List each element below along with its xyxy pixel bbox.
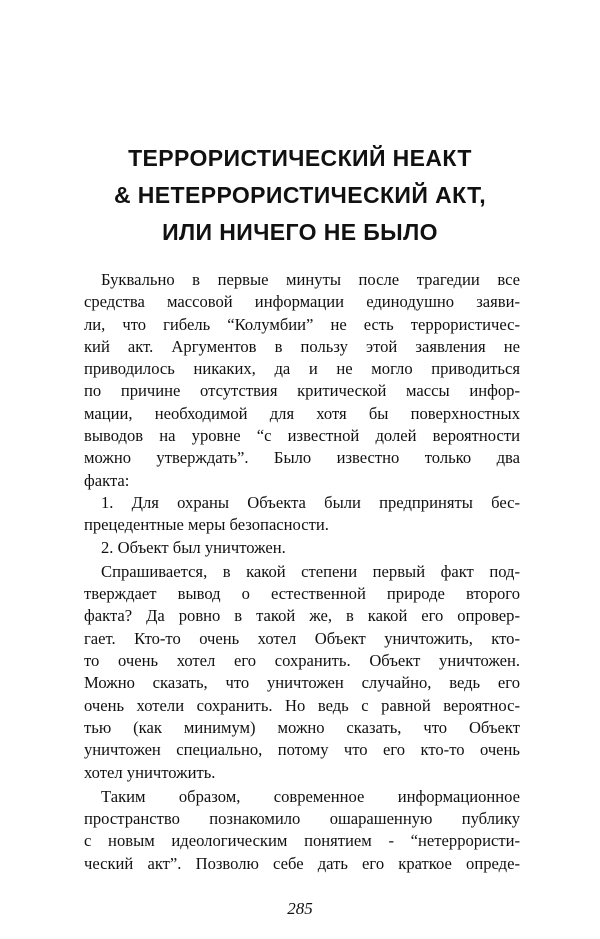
- text-line: очень хотели сохранить. Но ведь с равной вероятнос-: [84, 695, 520, 715]
- chapter-title-line: ТЕРРОРИСТИЧЕСКИЙ НЕАКТ: [128, 145, 472, 171]
- text-line: гает. Кто-то очень хотел Объект уничтожить, кто-: [84, 628, 520, 648]
- text-line: приводилось никаких, да и не могло приводиться: [84, 359, 520, 379]
- text-line: тью (как минимум) можно сказать, что Объект: [84, 717, 520, 737]
- text-line: тверждает вывод о естественной природе второго: [84, 584, 520, 604]
- chapter-title-line: & НЕТЕРРОРИСТИЧЕСКИЙ АКТ,: [113, 182, 487, 208]
- page-number: 285: [287, 899, 313, 918]
- text-line: выводов на уровне “с известной долей вероятности: [84, 426, 520, 446]
- text-line: факта:: [84, 470, 130, 490]
- text-line: кий акт. Аргументов в пользу этой заявления не: [84, 336, 520, 356]
- text-line: мации, необходимой для хотя бы поверхностных: [84, 403, 520, 423]
- text-line: то очень хотел его сохранить. Объект уничтожен.: [84, 651, 520, 671]
- chapter-body: [84, 269, 520, 875]
- text-line: ческий акт”. Позволю себе дать его краткое опреде-: [84, 853, 520, 873]
- numbered-item: [84, 492, 520, 537]
- text-line: ли, что гибель “Колумбии” не есть террористичес-: [84, 314, 520, 334]
- text-line: Буквально в первые минуты после трагедии все: [101, 270, 520, 289]
- text-line: можно утверждать”. Было известно только два: [84, 448, 520, 468]
- paragraph: [84, 561, 520, 784]
- text-line: уничтожен специально, потому что его кто-то очень: [84, 740, 520, 760]
- text-line: по причине отсутствия критической массы инфор-: [84, 381, 520, 401]
- text-line: факта? Да ровно в такой же, в какой его опровер-: [84, 606, 520, 626]
- numbered-item: [84, 537, 520, 559]
- text-line: прецедентные меры безопасности.: [84, 515, 329, 535]
- text-line: средства массовой информации единодушно заяви-: [84, 292, 520, 312]
- chapter-title: [60, 140, 540, 251]
- text-line: Таким образом, современное информационное: [101, 786, 520, 806]
- text-line: 2. Объект был уничтожен.: [101, 537, 286, 557]
- text-line: с новым идеологическим понятием - “нетеррористи-: [84, 831, 520, 851]
- text-line: 1. Для охраны Объекта были предприняты бес-: [101, 492, 520, 512]
- text-line: хотел уничтожить.: [84, 762, 216, 782]
- chapter-title-line: ИЛИ НИЧЕГО НЕ БЫЛО: [162, 219, 438, 245]
- text-line: пространство познакомило ошарашенную публику: [84, 809, 520, 829]
- paragraph: [84, 786, 520, 875]
- text-line: Можно сказать, что уничтожен случайно, ведь его: [84, 673, 520, 693]
- text-line: Спрашивается, в какой степени первый факт под-: [101, 561, 520, 581]
- paragraph: [84, 269, 520, 492]
